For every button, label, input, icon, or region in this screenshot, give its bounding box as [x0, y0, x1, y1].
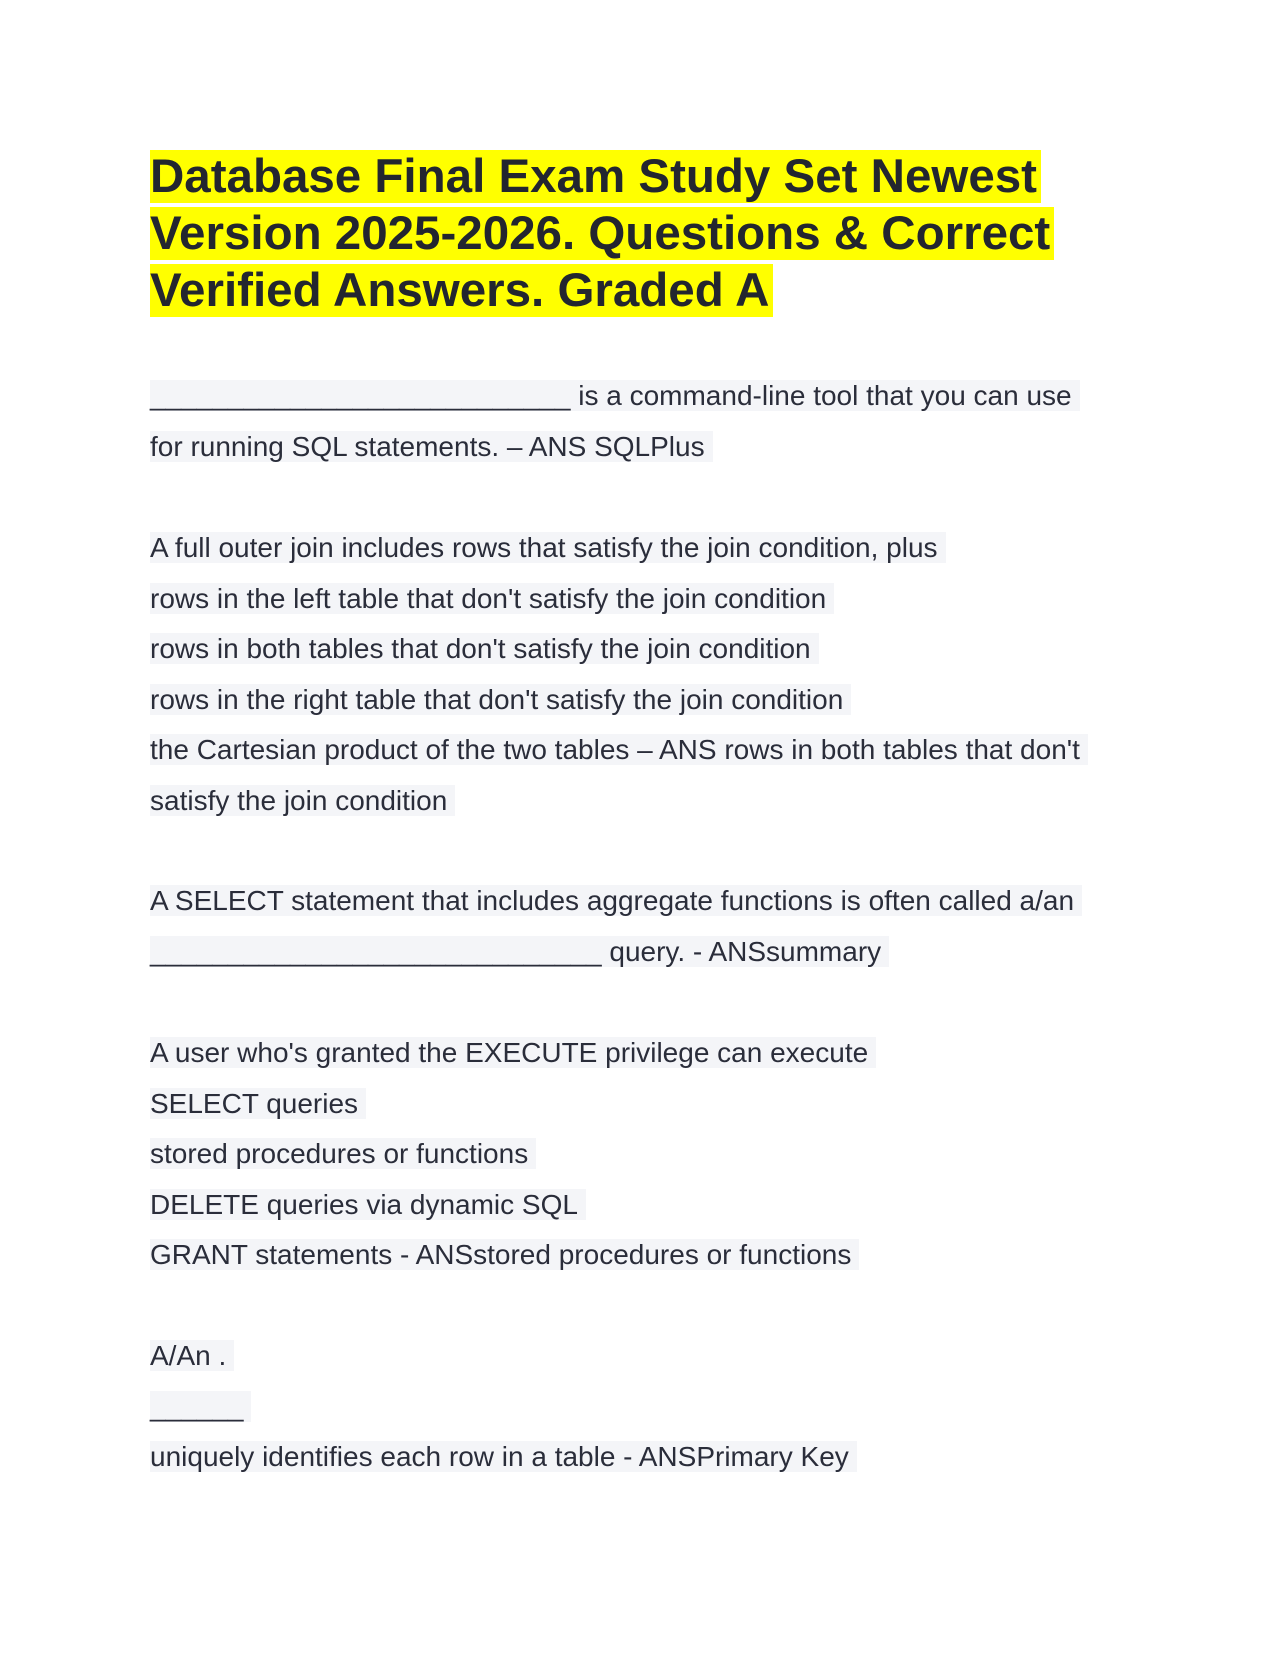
question-block-1 [150, 371, 1080, 472]
question-block-5 [150, 1331, 857, 1483]
answer-line: GRANT statements - ANSstored procedures or functions [150, 1239, 859, 1270]
option-line: DELETE queries via dynamic SQL [150, 1189, 586, 1220]
title-line-2: Version 2025-2026. Questions & Correct [150, 207, 1054, 260]
document-title [150, 148, 1130, 319]
answer-line: the Cartesian product of the two tables – ANS rows in both tables that don't [150, 734, 1088, 765]
answer-line: for running SQL statements. – ANS SQLPlus [150, 431, 713, 462]
question-line: A user who's granted the EXECUTE privilege can execute [150, 1037, 876, 1068]
option-line: stored procedures or functions [150, 1138, 536, 1169]
question-block-2 [150, 523, 1088, 826]
question-block-4 [150, 1028, 876, 1281]
option-line: rows in the left table that don't satisfy the join condition [150, 583, 834, 614]
blank-line: ______ [150, 1391, 251, 1422]
answer-line: _____________________________ query. - ANSsummary [150, 936, 889, 967]
answer-line: uniquely identifies each row in a table - ANSPrimary Key [150, 1441, 857, 1472]
question-block-3 [150, 876, 1082, 977]
option-line: SELECT queries [150, 1088, 366, 1119]
title-line-3: Verified Answers. Graded A [150, 264, 773, 317]
document-page [150, 148, 1130, 1472]
question-line: ___________________________ is a command-line tool that you can use [150, 380, 1080, 411]
question-line: A full outer join includes rows that satisfy the join condition, plus [150, 532, 946, 563]
question-line: A/An . [150, 1340, 234, 1371]
title-line-1: Database Final Exam Study Set Newest [150, 150, 1041, 203]
question-line: A SELECT statement that includes aggregate functions is often called a/an [150, 885, 1082, 916]
answer-line: satisfy the join condition [150, 785, 455, 816]
option-line: rows in both tables that don't satisfy the join condition [150, 633, 819, 664]
option-line: rows in the right table that don't satisfy the join condition [150, 684, 851, 715]
